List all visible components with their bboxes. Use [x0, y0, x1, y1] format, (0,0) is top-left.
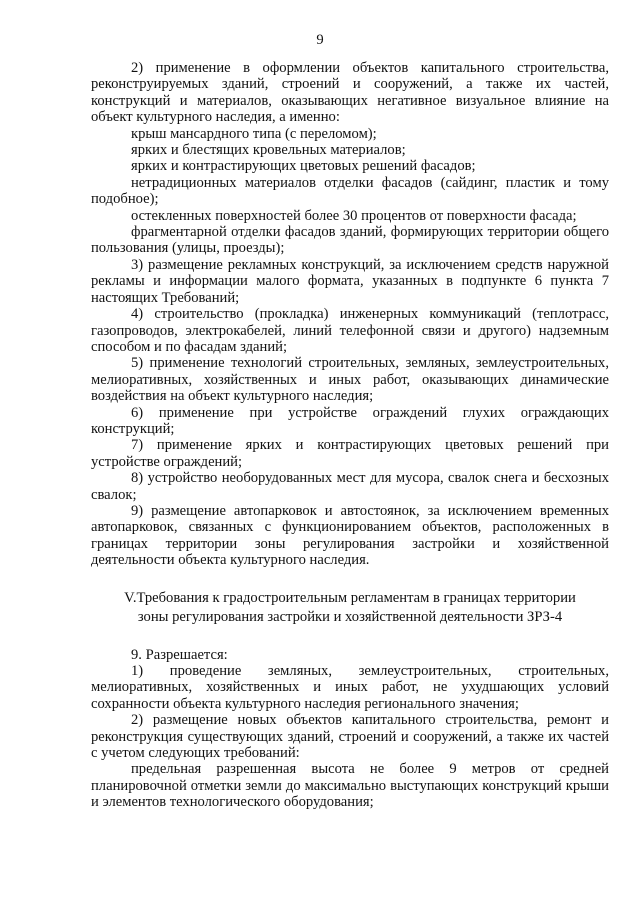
paragraph-item-6: 6) применение при устройстве ограждений глухих ограждающих конструкций; — [91, 404, 609, 437]
paragraph-item-4: 4) строительство (прокладка) инженерных коммуникаций (теплотрасс, газопроводов, электрокабелей, линий телефонной связи и другого) надземным способом и по фасадам зданий; — [91, 306, 609, 355]
section-heading-line-2: зоны регулирования застройки и хозяйственной деятельности ЗРЗ-4 — [137, 608, 563, 625]
paragraph-item-3: 3) размещение рекламных конструкций, за исключением средств наружной рекламы и информации малого формата, указанных в подпункте 6 пункта 7 настоящих Требований; — [91, 256, 609, 306]
paragraph-permitted: 9. Разрешается: — [131, 646, 228, 663]
paragraph-permitted-item-1: 1) проведение земляных, землеустроительных, строительных, мелиоративных, хозяйственных и иных работ, не ухудшающих условий сохранности объекта культурного наследия регионального значения; — [91, 663, 609, 712]
paragraph-nontraditional-materials: нетрадиционных материалов отделки фасадов (сайдинг, пластик и тому подобное); — [91, 174, 609, 208]
paragraph-mansard-roofs: крыш мансардного типа (с переломом); — [131, 125, 377, 142]
section-heading-line-1: V.Требования к градостроительным регламентам в границах территории — [124, 589, 576, 606]
paragraph-permitted-item-2: 2) размещение новых объектов капитального строительства, ремонт и реконструкция существующих зданий, строений и сооружений, а также их частей с учетом следующих требований: — [91, 712, 609, 762]
paragraph-item-9: 9) размещение автопарковок и автостоянок, за исключением временных автопарковок, связанных с функционированием объектов, расположенных в границах территории зоны регулирования застройки и хозяйственной деятельности объекта культурного наследия. — [91, 502, 609, 569]
paragraph-contrasting-facades: ярких и контрастирующих цветовых решений фасадов; — [131, 158, 476, 175]
paragraph-fragmentary-finish: фрагментарной отделки фасадов зданий, формирующих территории общего пользования (улицы, проезды); — [91, 224, 609, 257]
paragraph-item-5: 5) применение технологий строительных, земляных, землеустроительных, мелиоративных, хозяйственных и иных работ, оказывающих динамические воздействия на объект культурного наследия; — [91, 355, 609, 405]
document-body — [91, 60, 609, 811]
paragraph-max-height: предельная разрешенная высота не более 9 метров от средней планировочной отметки земли до максимально выступающих конструкций крыши и элементов технологического оборудования; — [91, 761, 609, 811]
page-number: 9 — [316, 32, 324, 48]
paragraph-item-8: 8) устройство необорудованных мест для мусора, свалок снега и бесхозных свалок; — [91, 470, 609, 503]
paragraph-glazed-surfaces: остекленных поверхностей более 30 процентов от поверхности фасада; — [131, 207, 577, 224]
paragraph-bright-roofing: ярких и блестящих кровельных материалов; — [131, 142, 406, 159]
paragraph-item-7: 7) применение ярких и контрастирующих цветовых решений при устройстве ограждений; — [91, 437, 609, 470]
paragraph-item-2: 2) применение в оформлении объектов капитального строительства, реконструируемых зданий, строений и сооружений, а также их частей, конструкций и материалов, оказывающих негативное визуальное влияние на объект культурного наследия, а именно: — [91, 60, 609, 126]
section-heading — [91, 589, 609, 627]
